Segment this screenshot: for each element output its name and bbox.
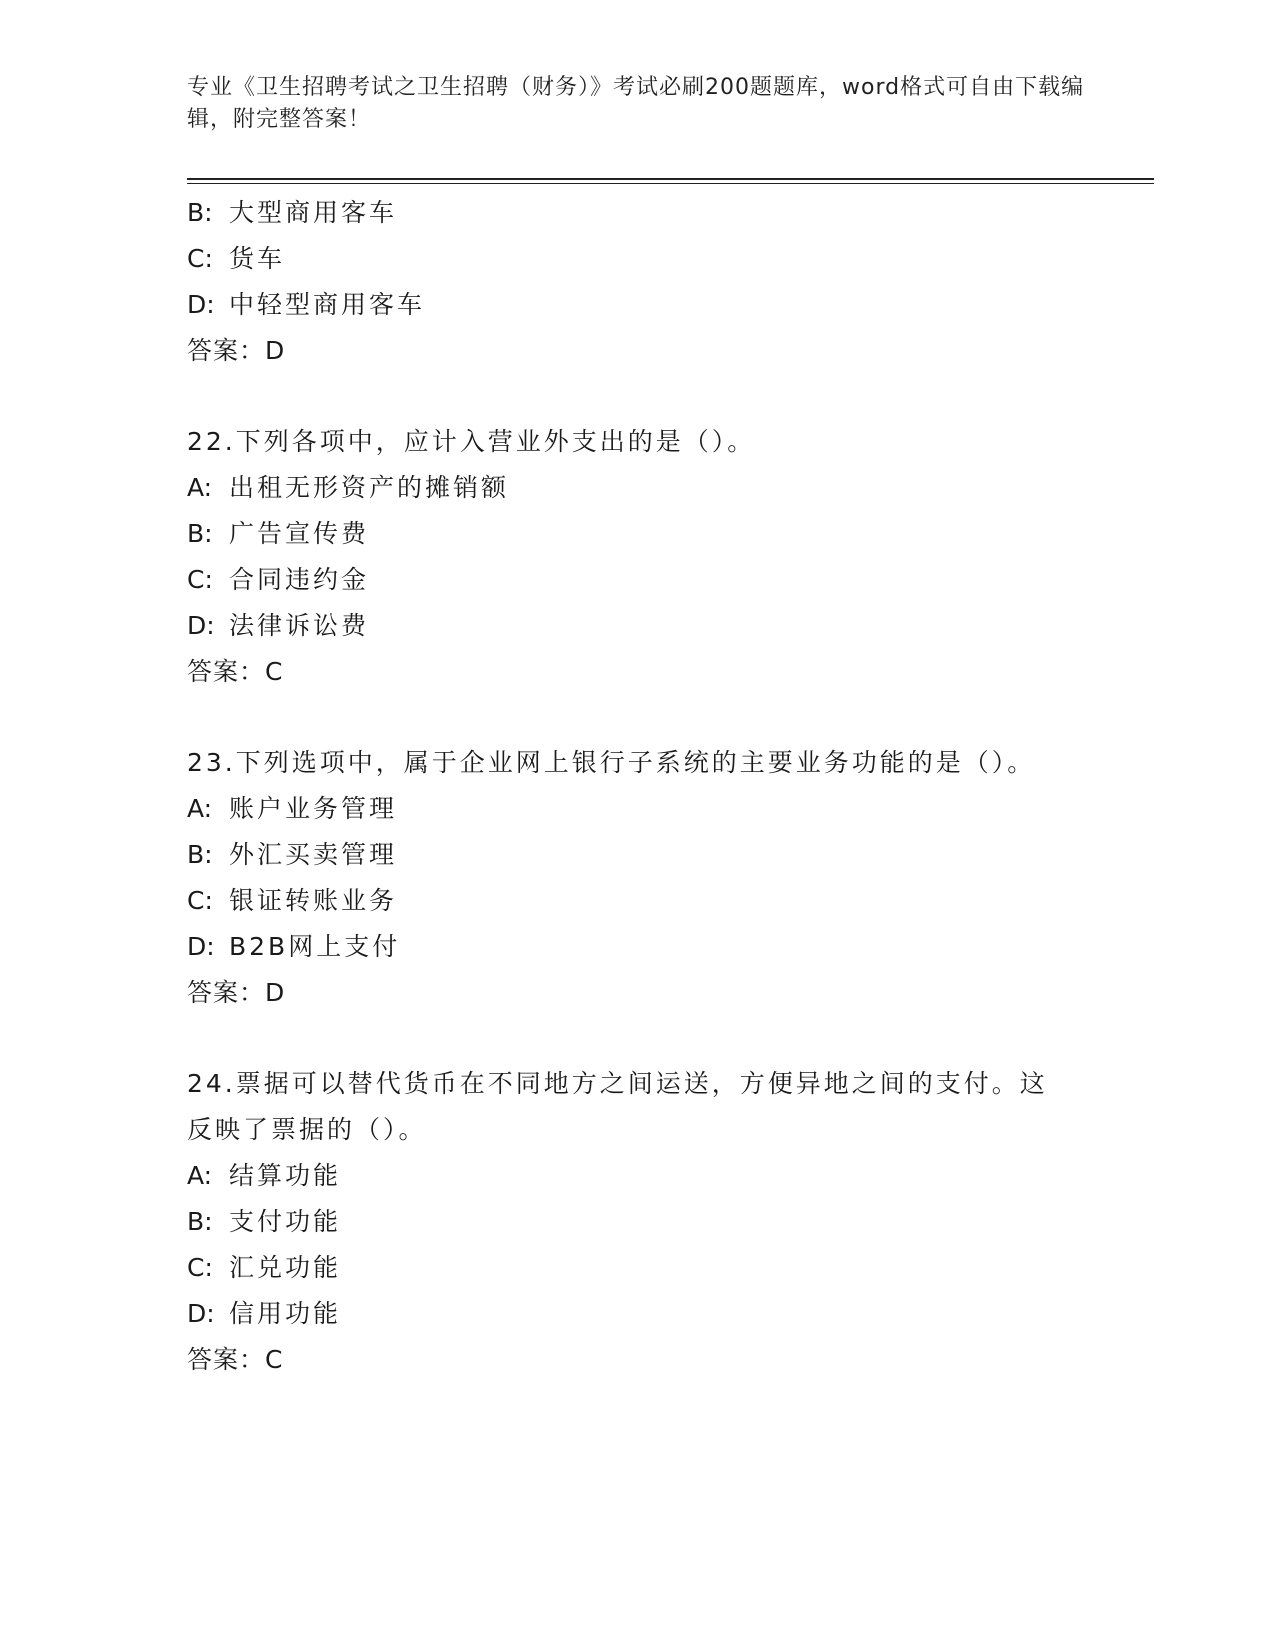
option-b: B: 广告宣传费 [187, 519, 370, 548]
option-a: A: 出租无形资产的摊销额 [187, 473, 510, 502]
question-content [187, 190, 1087, 1383]
option-c: C: 货车 [187, 244, 286, 273]
option-d: D: B2B网上支付 [187, 932, 401, 961]
option-d: D: 中轻型商用客车 [187, 290, 426, 319]
question-24 [187, 1061, 1087, 1383]
option-a: A: 账户业务管理 [187, 794, 398, 823]
question-stem: 22.下列各项中，应计入营业外支出的是（）。 [187, 427, 756, 456]
option-a: A: 结算功能 [187, 1161, 342, 1190]
question-22 [187, 419, 1087, 695]
answer: 答案：D [187, 978, 286, 1007]
option-d: D: 信用功能 [187, 1299, 342, 1328]
question-stem: 23.下列选项中，属于企业网上银行子系统的主要业务功能的是（）。 [187, 748, 1036, 777]
answer: 答案：D [187, 336, 286, 365]
page-header: 专业《卫生招聘考试之卫生招聘（财务）》考试必刷200题题库，word格式可自由下载编辑，附完整答案！ [187, 75, 1085, 132]
option-b: B: 外汇买卖管理 [187, 840, 398, 869]
question-stem: 24.票据可以替代货币在不同地方之间运送，方便异地之间的支付。这反映了票据的（）。 [187, 1069, 1048, 1144]
answer: 答案：C [187, 1345, 284, 1374]
question-21-continuation [187, 190, 1087, 374]
answer: 答案：C [187, 657, 284, 686]
header-rule-thin [187, 183, 1154, 184]
option-d: D: 法律诉讼费 [187, 611, 370, 640]
option-c: C: 汇兑功能 [187, 1253, 342, 1282]
header-rule-thick [187, 178, 1154, 180]
option-b: B: 支付功能 [187, 1207, 342, 1236]
option-b: B: 大型商用客车 [187, 198, 398, 227]
question-23 [187, 740, 1087, 1016]
option-c: C: 银证转账业务 [187, 886, 398, 915]
option-c: C: 合同违约金 [187, 565, 370, 594]
